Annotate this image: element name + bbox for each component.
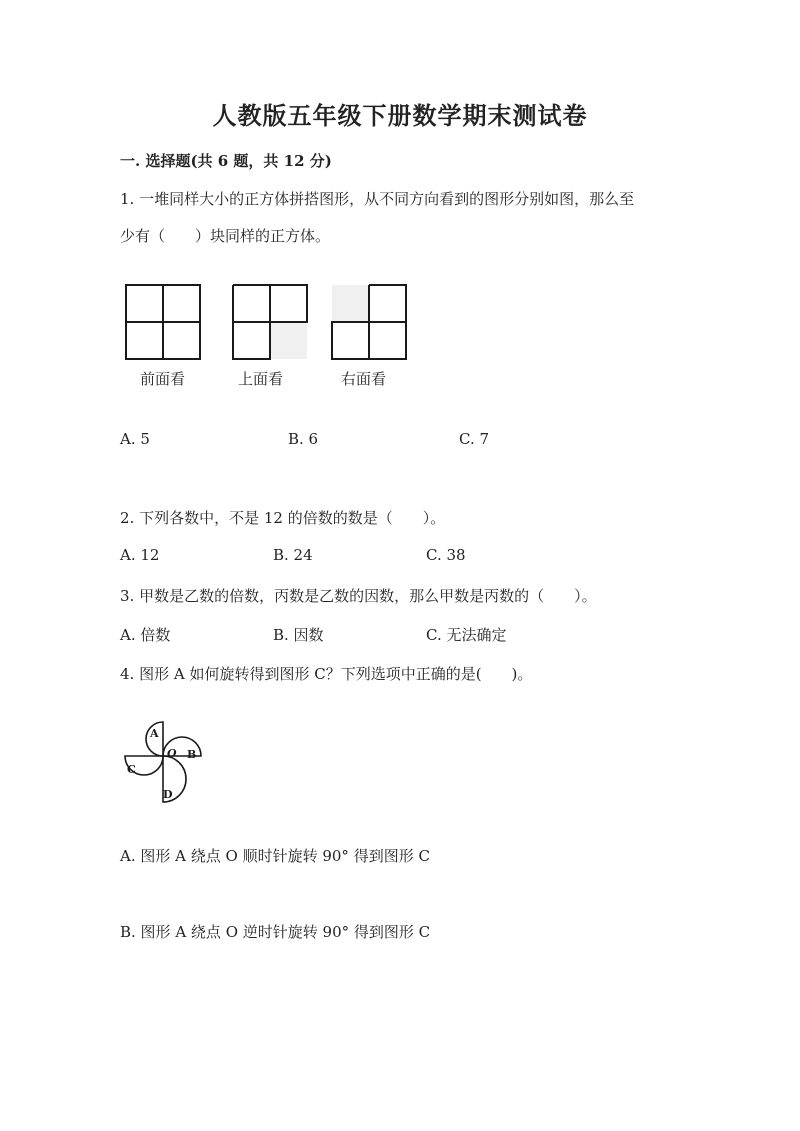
front-view-figure <box>125 284 201 360</box>
figure-label-c: C <box>127 763 136 776</box>
question-3-option-a[interactable]: A. 倍数 <box>120 626 171 644</box>
figure-label-a: A <box>150 727 159 740</box>
question-2-option-c[interactable]: C. 38 <box>426 546 466 564</box>
question-4-option-b[interactable]: B. 图形 A 绕点 O 逆时针旋转 90° 得到图形 C <box>120 923 431 941</box>
figure-label-b: B <box>187 748 197 761</box>
top-view-label: 上面看 <box>238 370 284 388</box>
question-3-option-b[interactable]: B. 因数 <box>273 626 324 644</box>
question-2-option-a[interactable]: A. 12 <box>120 546 160 564</box>
rotation-figure <box>115 716 215 806</box>
section-heading: 一. 选择题(共 6 题，共 12 分) <box>120 152 332 170</box>
question-1-option-c[interactable]: C. 7 <box>459 430 490 448</box>
question-4-option-a[interactable]: A. 图形 A 绕点 O 顺时针旋转 90° 得到图形 C <box>120 847 430 865</box>
figure-label-d: D <box>163 788 173 801</box>
question-4-stem: 4. 图形 A 如何旋转得到图形 C？下列选项中正确的是( )。 <box>120 665 533 683</box>
question-1-option-b[interactable]: B. 6 <box>288 430 319 448</box>
question-1-stem-line1: 1. 一堆同样大小的正方体拼搭图形，从不同方向看到的图形分别如图，那么至 <box>120 190 635 208</box>
question-2-option-b[interactable]: B. 24 <box>273 546 313 564</box>
question-1-option-a[interactable]: A. 5 <box>120 430 150 448</box>
figure-label-o: O <box>167 747 177 760</box>
page-title: 人教版五年级下册数学期末测试卷 <box>212 101 588 130</box>
question-2-stem: 2. 下列各数中，不是 12 的倍数的数是（ ）。 <box>120 509 446 527</box>
question-3-option-c[interactable]: C. 无法确定 <box>426 626 507 644</box>
right-view-label: 右面看 <box>341 370 387 388</box>
question-3-stem: 3. 甲数是乙数的倍数，丙数是乙数的因数，那么甲数是丙数的（ ）。 <box>120 587 597 605</box>
top-view-figure <box>232 284 308 360</box>
right-view-figure <box>331 284 407 360</box>
question-1-stem-line2: 少有（ ）块同样的正方体。 <box>120 227 331 245</box>
front-view-label: 前面看 <box>140 370 186 388</box>
